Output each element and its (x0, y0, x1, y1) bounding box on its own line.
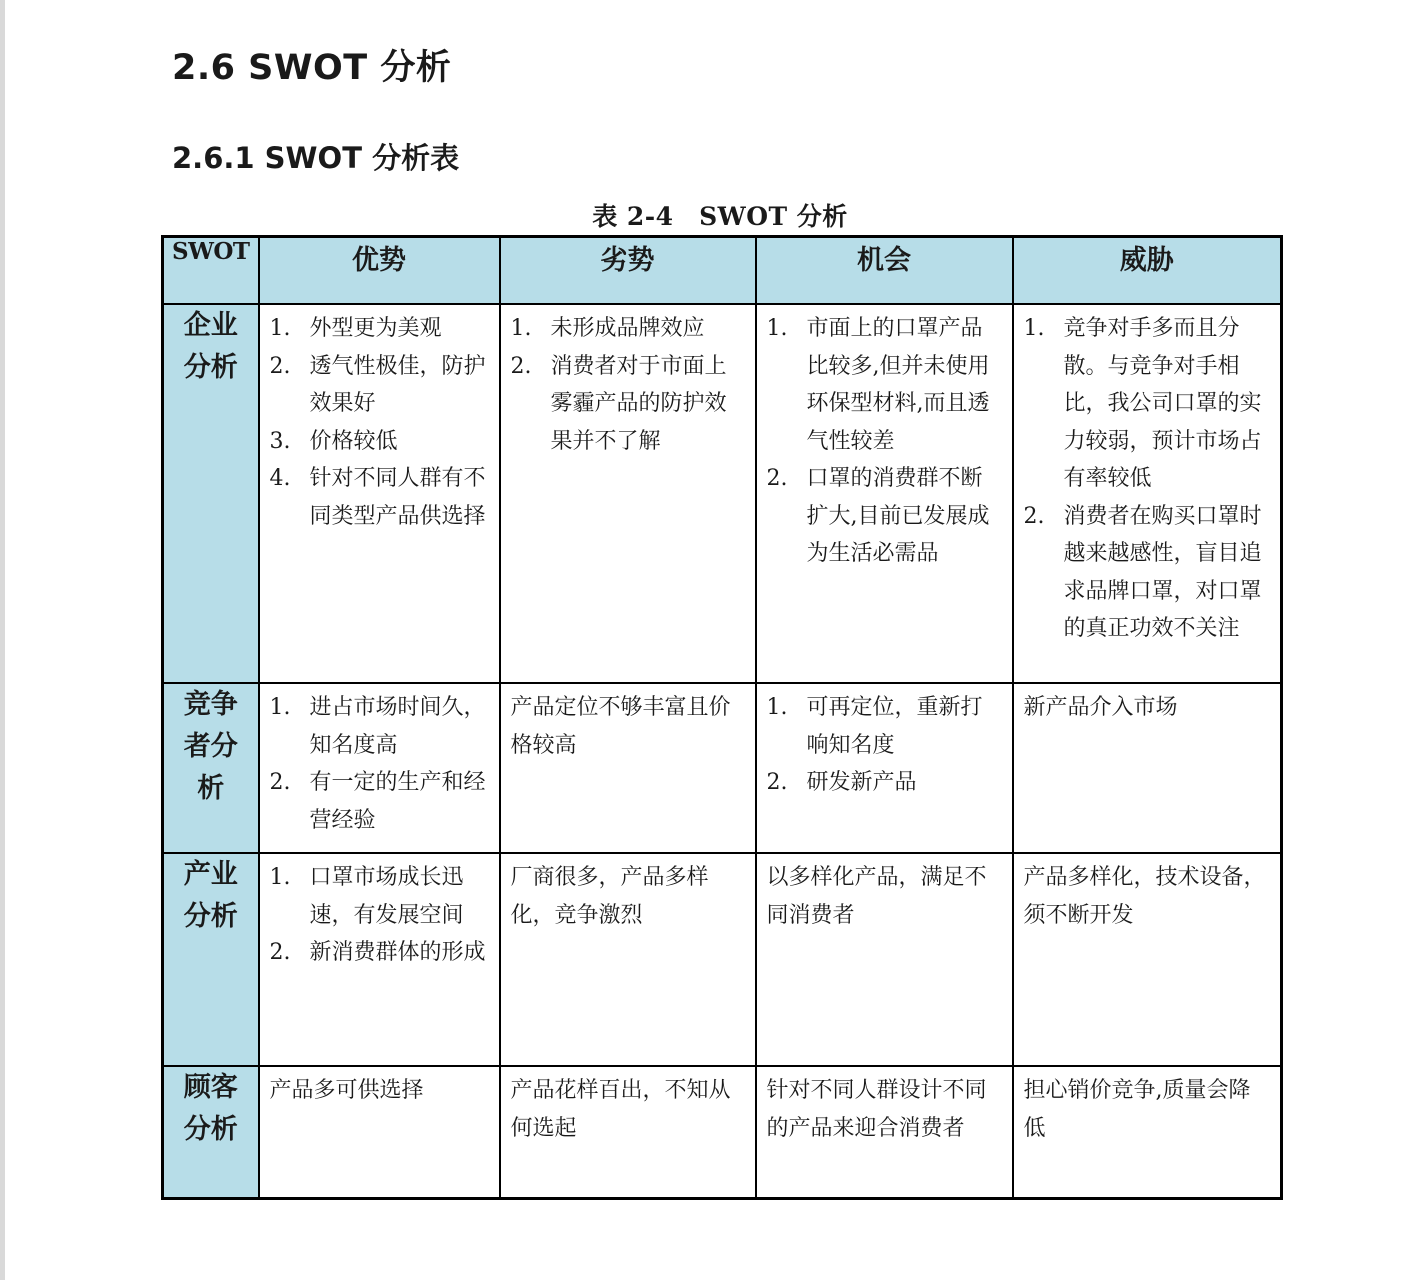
cell-opportunities (756, 1066, 1013, 1198)
cell-opportunities (756, 683, 1013, 853)
cell-text: 产品多可供选择 (269, 1078, 424, 1103)
list-item (270, 348, 491, 423)
cell-text: 针对不同人群设计不同的产品来迎合消费者 (766, 1078, 987, 1141)
item-text: 价格较低 (309, 428, 398, 454)
item-text: 新消费群体的形成 (309, 940, 486, 965)
cell-threats (1013, 683, 1282, 853)
cell-text: 产品花样百出，不知从何选起 (510, 1078, 731, 1141)
item-list (270, 689, 491, 839)
cell-opportunities (756, 853, 1013, 1066)
list-item (767, 310, 1004, 460)
table-caption: 表 2-4 SWOT 分析 (592, 202, 848, 231)
cell-text: 新产品介入市场 (1023, 695, 1178, 720)
list-item (767, 689, 1004, 764)
col-header-threats: 威胁 (1013, 237, 1282, 305)
item-list (767, 310, 1004, 573)
col-header-opportunities: 机会 (756, 237, 1013, 305)
item-number: 2. (269, 353, 291, 379)
item-text: 可再定位，重新打响知名度 (806, 695, 983, 758)
row-competitor (163, 683, 1282, 853)
cell-text: 产品定位不够丰富且价格较高 (510, 695, 731, 758)
cell-strengths (259, 683, 500, 853)
item-list (1024, 310, 1273, 648)
list-item (511, 348, 747, 461)
item-number: 1. (269, 695, 291, 720)
item-number: 2. (766, 466, 788, 491)
list-item (767, 460, 1004, 573)
corner-header: SWOT (163, 237, 259, 305)
row-label: 竞争者分析 (163, 683, 259, 853)
section-title: 2.6 SWOT 分析 (172, 48, 452, 88)
item-text: 外型更为美观 (309, 316, 442, 341)
list-item (1024, 310, 1273, 498)
item-text: 未形成品牌效应 (550, 316, 705, 341)
item-list (511, 310, 747, 460)
item-text: 消费者对于市面上雾霾产品的防护效果并不了解 (550, 353, 727, 454)
cell-weaknesses (500, 1066, 756, 1198)
cell-text: 以多样化产品，满足不同消费者 (766, 865, 987, 928)
cell-text: 产品多样化，技术设备，须不断开发 (1023, 865, 1266, 928)
item-number: 4. (269, 466, 291, 491)
item-list (270, 310, 491, 535)
item-number: 1. (1023, 316, 1045, 341)
item-text: 有一定的生产和经营经验 (309, 770, 486, 833)
page-edge (0, 0, 5, 1280)
list-item (270, 310, 491, 348)
list-item (270, 689, 491, 764)
col-header-weaknesses: 劣势 (500, 237, 756, 305)
item-text: 口罩市场成长迅速，有发展空间 (309, 865, 464, 928)
row-label: 产业分析 (163, 853, 259, 1066)
item-number: 2. (766, 770, 788, 795)
item-list (270, 859, 491, 972)
list-item (767, 764, 1004, 802)
row-enterprise (163, 304, 1282, 683)
item-number: 1. (269, 316, 291, 341)
swot-table (161, 235, 1283, 1200)
header-row (163, 237, 1282, 305)
cell-strengths (259, 1066, 500, 1198)
row-label: 顾客分析 (163, 1066, 259, 1198)
item-text: 竞争对手多而且分散。与竞争对手相比，我公司口罩的实力较弱，预计市场占有率较低 (1063, 316, 1262, 491)
item-text: 消费者在购买口罩时越来越感性，盲目追求品牌口罩，对口罩的真正功效不关注 (1063, 503, 1262, 641)
item-number: 2. (1023, 503, 1045, 529)
row-customer (163, 1066, 1282, 1198)
cell-strengths (259, 853, 500, 1066)
cell-opportunities (756, 304, 1013, 683)
list-item (270, 764, 491, 839)
item-text: 市面上的口罩产品比较多,但并未使用环保型材料,而且透气性较差 (806, 316, 990, 454)
item-number: 2. (269, 940, 291, 965)
item-number: 3. (269, 428, 291, 454)
cell-weaknesses (500, 683, 756, 853)
item-number: 2. (510, 353, 532, 379)
row-label: 企业分析 (163, 304, 259, 683)
item-text: 研发新产品 (806, 770, 917, 795)
item-text: 口罩的消费群不断扩大,目前已发展成为生活必需品 (806, 466, 990, 566)
cell-text: 厂商很多，产品多样化，竞争激烈 (510, 865, 709, 928)
cell-threats (1013, 1066, 1282, 1198)
item-text: 透气性极佳，防护效果好 (309, 353, 486, 416)
cell-threats (1013, 853, 1282, 1066)
item-number: 1. (766, 695, 788, 720)
list-item (270, 934, 491, 972)
list-item (270, 460, 491, 535)
list-item (270, 423, 491, 461)
list-item (511, 310, 747, 348)
row-industry (163, 853, 1282, 1066)
list-item (270, 859, 491, 934)
list-item (1024, 498, 1273, 648)
item-text: 针对不同人群有不同类型产品供选择 (309, 466, 486, 529)
col-header-strengths: 优势 (259, 237, 500, 305)
item-number: 2. (269, 770, 291, 795)
item-number: 1. (510, 316, 532, 341)
item-list (767, 689, 1004, 802)
item-number: 1. (269, 865, 291, 890)
cell-threats (1013, 304, 1282, 683)
subsection-title: 2.6.1 SWOT 分析表 (172, 141, 460, 175)
cell-weaknesses (500, 304, 756, 683)
cell-text: 担心销价竞争,质量会降低 (1023, 1078, 1251, 1141)
item-number: 1. (766, 316, 788, 341)
cell-strengths (259, 304, 500, 683)
item-text: 进占市场时间久，知名度高 (309, 695, 486, 758)
cell-weaknesses (500, 853, 756, 1066)
